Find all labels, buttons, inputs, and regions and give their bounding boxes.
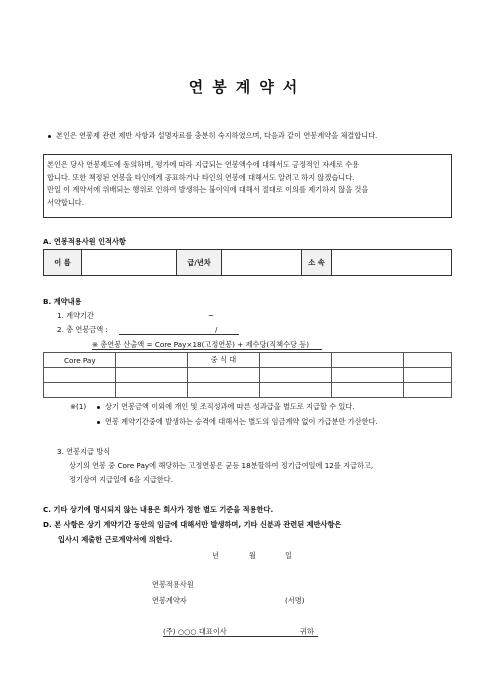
core-pay-header: Core Pay <box>44 353 116 368</box>
pledge-line: 본인은 당사 연봉제도에 동의하며, 평가에 따라 지급되는 연봉액수에 대해서도 긍정적인 자세로 수용 <box>47 160 360 169</box>
section-c: C. 기타 상기에 명시되지 않는 내용은 회사가 정한 별도 기준을 적용한다. <box>43 505 274 514</box>
contract-period-tilde: ~ <box>208 311 215 320</box>
pay-cell[interactable] <box>404 383 452 398</box>
grade-field[interactable] <box>222 250 302 276</box>
pay-cell[interactable] <box>260 383 332 398</box>
bullet-icon <box>97 406 100 409</box>
bullet-icon <box>48 135 51 138</box>
grade-label: 급/년차 <box>177 250 222 276</box>
date-year: 년 <box>212 551 219 560</box>
note-item <box>97 417 378 427</box>
pay-cell[interactable] <box>404 368 452 383</box>
pay-cell[interactable] <box>332 383 404 398</box>
bullet-icon <box>97 421 100 424</box>
pay-cell[interactable] <box>116 383 188 398</box>
employee-info-table <box>43 249 452 276</box>
signature-mark: (서명) <box>285 596 305 605</box>
pay-cell[interactable] <box>260 368 332 383</box>
name-label: 이 름 <box>44 250 82 276</box>
pay-cell[interactable] <box>44 368 116 383</box>
note-item <box>97 402 355 412</box>
intro-text: 본인은 연봉제 관련 제반 사항과 설명자료를 충분히 숙지하였으며, 다음과 같이 연봉계약을 체결합니다. <box>56 131 378 140</box>
department-label: 소 속 <box>302 250 332 276</box>
ceo-underline <box>163 636 318 637</box>
section-a-heading: A. 연봉적용사원 인적사항 <box>43 237 126 246</box>
total-salary-label: 2. 총 연봉금액 : <box>57 325 108 334</box>
salary-formula: ※ 총연봉 산출액 = Core Pay×18(고정연봉) + 제수당(직책수당 등) <box>92 340 310 349</box>
meal-allowance-header: 중 식 대 <box>188 353 260 368</box>
payment-method-label: 3. 연봉지급 방식 <box>57 447 111 456</box>
salary-formula-underline <box>92 349 322 350</box>
section-d-line: 입사시 제출한 근로계약서에 의한다. <box>58 535 173 544</box>
name-field[interactable] <box>82 250 177 276</box>
payment-method-line: 정기상여 지급일에 6을 지급한다. <box>69 475 173 484</box>
pay-breakdown-table <box>43 352 452 398</box>
note-text: 연봉 계약기간중에 발생하는 승격에 대해서는 별도의 임금계약 없이 가급분만 가산한다. <box>105 417 378 426</box>
employee-signature-label: 연봉적용사원 <box>152 580 194 589</box>
date-day: 일 <box>285 551 292 560</box>
pledge-line: 만일 이 계약서에 위배되는 행위로 인하여 발생하는 불이익에 대해서 절대로 이의를 제기하지 않을 것을 <box>47 185 369 194</box>
note-marker: ※(1) <box>70 402 87 411</box>
payment-method-line: 상기의 연봉 중 Core Pay에 해당하는 고정연봉은 균등 18분할하여 정기급여일에 12를 지급하고, <box>69 461 374 470</box>
ceo-honorific: 귀하 <box>300 627 314 636</box>
department-field[interactable] <box>332 250 452 276</box>
contractor-signature-label: 연봉계약자 <box>152 596 187 605</box>
page-title: 연봉계약서 <box>188 78 307 96</box>
pledge-line: 합니다. 또한 책정된 연봉을 타인에게 공표하거나 타인의 연봉에 대해서도 알려고 하지 않겠습니다. <box>47 172 355 182</box>
contract-period-label: 1. 계약기간 <box>57 311 94 320</box>
total-salary-underline <box>119 334 239 335</box>
section-d-line: D. 본 사항은 상기 계약기간 동안의 임금에 대해서만 발생하며, 기타 신분과 관련된 제반사항은 <box>43 520 342 529</box>
pay-cell[interactable] <box>116 368 188 383</box>
date-month: 월 <box>249 551 256 560</box>
section-b-heading: B. 계약내용 <box>43 297 82 306</box>
note-text: 상기 연봉금액 이외에 개인 및 조직성과에 따른 성과급을 별도로 지급할 수 있다. <box>105 402 355 411</box>
pledge-box <box>43 154 452 218</box>
pay-cell[interactable] <box>332 368 404 383</box>
intro-statement <box>48 131 377 141</box>
pay-cell[interactable] <box>188 368 260 383</box>
pay-cell[interactable] <box>188 383 260 398</box>
ceo-addressee: (주) ○○○ 대표이사 <box>163 627 227 636</box>
pay-cell[interactable] <box>44 383 116 398</box>
pledge-line: 서약합니다. <box>47 197 85 207</box>
total-salary-slash: / <box>215 325 218 334</box>
